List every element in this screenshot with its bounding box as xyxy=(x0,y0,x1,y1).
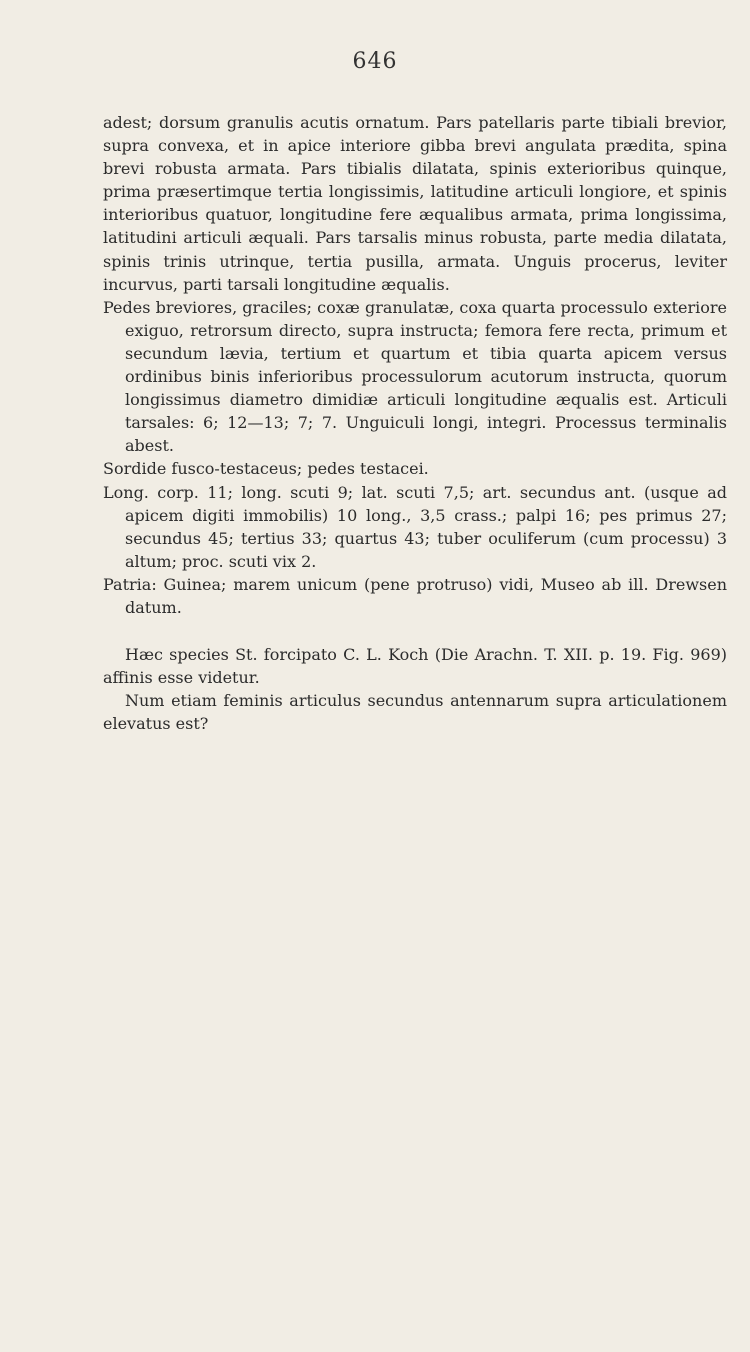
paragraph-pedes: Pedes breviores, graciles; coxæ granulatæ, coxa quarta processulo exteriore exiguo, retrorsum directo, supra instructa; femora fere recta, primum et secundum lævia, tertium et quartum et tibia quarta apicem versus ordinibus binis inferioribus processulorum acutorum instructa, quorum longissimus diametro dimidiæ articuli longitudine æqualis est. Articuli tarsales: 6; 12—13; 7; 7. Unguiculi longi, integri. Processus terminalis abest. xyxy=(103,297,727,456)
body-text xyxy=(103,111,727,735)
paragraph-leg-description: adest; dorsum granulis acutis ornatum. Pars patellaris parte tibiali brevior, supra convexa, et in apice interiore gibba brevi angulata prædita, spina brevi robusta armata. Pars tibialis dilatata, spinis exterioribus quinque, prima præsertimque tertia longissimis, latitudine articuli longiore, et spinis interioribus quatuor, longitudine fere æqualibus armata, prima longissima, latitudini articuli æquali. Pars tarsalis minus robusta, parte media dilatata, spinis trinis utrinque, tertia pusilla, armata. Unguis procerus, leviter incurvus, parti tarsali longitudine æqualis. xyxy=(103,113,727,294)
paragraph-patria: Patria: Guinea; marem unicum (pene protruso) vidi, Museo ab ill. Drewsen datum. xyxy=(103,574,727,617)
paragraph-measurements: Long. corp. 11; long. scuti 9; lat. scuti 7,5; art. secundus ant. (usque ad apicem digiti immobilis) 10 long., 3,5 crass.; palpi 16; pes primus 27; secundus 45; tertius 33; quartus 43; tuber oculiferum (cum processu) 3 altum; proc. scuti vix 2. xyxy=(103,482,727,571)
paragraph-color: Sordide fusco-testaceus; pedes testacei. xyxy=(103,459,429,479)
page-number: 646 xyxy=(352,49,398,74)
paragraph-remark: Hæc species St. forcipato C. L. Koch (Die Arachn. T. XII. p. 19. Fig. 969) affinis esse videtur. xyxy=(103,645,727,688)
paragraph-question: Num etiam feminis articulus secundus antennarum supra articulationem elevatus est? xyxy=(103,691,727,734)
